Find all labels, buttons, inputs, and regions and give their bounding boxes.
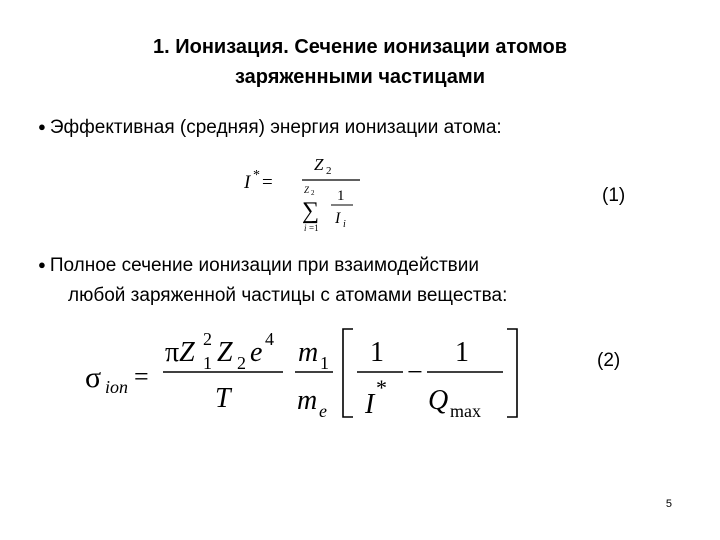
formula2-Z2: Z xyxy=(217,337,233,368)
equation-number-1: (1) xyxy=(602,185,626,206)
formula2-me: m xyxy=(297,385,318,416)
formula2-numerator: πZ xyxy=(165,337,195,368)
equation-number-2: (2) xyxy=(597,350,621,371)
slide-title-line-1: 1. Ионизация. Сечение ионизации атомов xyxy=(152,36,567,58)
bullet-total-cross-section xyxy=(38,250,507,311)
bullet-dot-icon: ● xyxy=(38,257,46,272)
formula2-one-b: 1 xyxy=(455,337,469,368)
formula1-sum-upper-sub: 2 xyxy=(311,189,315,197)
formula2-m1-sub: 1 xyxy=(320,353,329,373)
formula1-sum-lower: i xyxy=(304,223,307,233)
bullet-dot-icon: ● xyxy=(38,119,46,134)
formula2-Z1-exp: 2 xyxy=(203,329,212,349)
slide-title xyxy=(0,32,720,92)
formula1-star: * xyxy=(253,168,260,183)
formula-effective-energy xyxy=(240,148,370,238)
formula2-e: e xyxy=(250,337,263,368)
formula2-m1: m xyxy=(298,337,319,368)
formula2-equals: = xyxy=(134,362,149,391)
formula1-Z2-sub: 2 xyxy=(326,165,332,177)
formula2-Z2-sub: 2 xyxy=(237,353,246,373)
bullet-total-cross-section-line-2: любой заряженной частицы с атомами вещества: xyxy=(68,285,508,306)
formula1-equals: = xyxy=(262,172,273,193)
bullet-effective-energy-text: Эффективная (средняя) энергия ионизации атома: xyxy=(49,117,502,138)
formula2-e-exp: 4 xyxy=(265,329,274,349)
formula2-left-bracket xyxy=(343,329,353,417)
page-number: 5 xyxy=(665,498,672,510)
formula2-sigma-sub-ion: ion xyxy=(105,377,129,397)
formula1-I-star: I xyxy=(244,172,251,193)
formula1-I: I xyxy=(335,210,341,227)
formula2-minus: − xyxy=(407,357,423,388)
formula1-I-sub: i xyxy=(343,219,346,230)
formula2-Q-sub: max xyxy=(450,401,481,421)
bullet-effective-energy xyxy=(38,112,502,143)
formula2-Q: Q xyxy=(428,385,449,416)
formula1-sum-upper: Z xyxy=(304,185,310,195)
formula1-sigma: ∑ xyxy=(302,198,320,224)
formula1-sum-lower-eq: =1 xyxy=(309,223,319,233)
formula2-Z1-sub: 1 xyxy=(203,353,212,373)
formula2-right-bracket xyxy=(507,329,517,417)
formula2-me-sub: e xyxy=(319,401,327,421)
formula2-star: * xyxy=(376,375,387,400)
formula2-one-a: 1 xyxy=(370,337,384,368)
formula2-T: T xyxy=(215,383,231,414)
formula2-sigma: σ xyxy=(85,361,102,394)
bullet-total-cross-section-line-1: Полное сечение ионизации при взаимодействии xyxy=(49,255,479,276)
formula2-I-star: I xyxy=(365,389,375,420)
formula1-Z2: Z xyxy=(314,155,324,174)
formula1-one: 1 xyxy=(337,188,345,204)
slide-title-line-2: заряженными частицами xyxy=(234,66,486,88)
formula-ionization-cross-section xyxy=(85,325,525,425)
